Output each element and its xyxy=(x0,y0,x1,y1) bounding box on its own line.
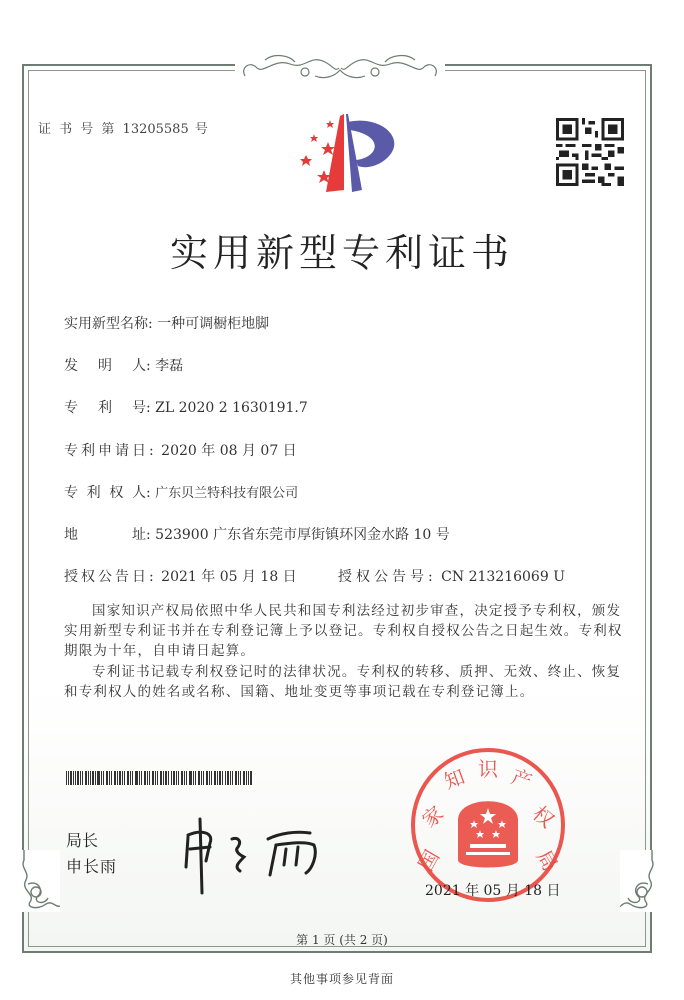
label-char: 利 xyxy=(86,485,101,501)
label-char: 发 xyxy=(64,358,78,374)
field-label xyxy=(64,397,146,417)
certificate-title: 实用新型专利证书 xyxy=(169,231,514,275)
label-char: 利 xyxy=(98,400,112,416)
field-label: 授权公告日: xyxy=(64,569,157,585)
field-label: 专利申请日: xyxy=(64,443,157,459)
label-char: 地 xyxy=(64,527,78,543)
field-value: 广东贝兰特科技有限公司 xyxy=(155,486,299,501)
label-char: 明 xyxy=(98,358,112,374)
label-colon: : xyxy=(146,527,151,543)
label-colon: : xyxy=(146,485,151,501)
field-grant-announcement-date xyxy=(64,566,297,586)
cnipa-logo-icon xyxy=(282,112,412,196)
field-label: 实用新型名称: xyxy=(64,316,153,332)
body-paragraph: 国家知识产权局依照中华人民共和国专利法经过初步审查，决定授予专利权，颁发实用新型专利证书并在专利登记簿上予以登记。专利权自授权公告之日起生效。专利权期限为十年，自申请日起算。 xyxy=(64,603,623,659)
field-value: ZL 2020 2 1630191.7 xyxy=(155,400,308,416)
back-note: 其他事项参见背面 xyxy=(289,972,394,986)
body-paragraph: 专利证书记载专利权登记时的法律状况。专利权的转移、质押、无效、终止、恢复和专利权人的姓名或名称、国籍、地址变更等事项记载在专利登记簿上。 xyxy=(64,664,622,700)
field-grant-announcement-number xyxy=(338,566,565,586)
field-value: 一种可调橱柜地脚 xyxy=(157,316,270,332)
field-patent-number xyxy=(64,397,308,417)
signatory-title: 局长 xyxy=(66,831,99,850)
signatory-name: 申长雨 xyxy=(66,857,118,876)
svg-text:权: 权 xyxy=(527,801,559,833)
svg-text:局: 局 xyxy=(531,845,563,876)
label-char: 址 xyxy=(132,527,146,543)
svg-text:家: 家 xyxy=(417,801,449,833)
field-utility-model-name xyxy=(64,313,269,333)
certificate-number-prefix: 证 书 号 第 xyxy=(38,122,117,137)
label-char: 专 xyxy=(64,485,78,501)
label-colon: : xyxy=(146,358,151,374)
field-label xyxy=(64,355,146,375)
field-value: 2020 年 08 月 07 日 xyxy=(161,443,297,459)
label-char: 专 xyxy=(64,400,78,416)
signature-icon xyxy=(180,815,340,895)
corner-ornament-icon xyxy=(16,850,60,912)
qr-code-icon xyxy=(554,118,626,186)
field-value: CN 213216069 U xyxy=(441,569,565,585)
label-char: 人 xyxy=(132,358,146,374)
certificate-number-value: 13205585 xyxy=(122,122,189,137)
certificate-number-suffix: 号 xyxy=(194,122,210,137)
field-application-date xyxy=(64,440,297,460)
field-label: 授权公告号: xyxy=(338,569,437,585)
certificate-number xyxy=(38,118,210,137)
field-value: 523900 广东省东莞市厚街镇环冈金水路 10 号 xyxy=(155,527,450,543)
label-char: 号 xyxy=(132,400,146,416)
svg-text:产: 产 xyxy=(508,764,536,794)
field-value: 李磊 xyxy=(155,358,184,374)
page-number: 第 1 页 (共 2 页) xyxy=(296,933,388,947)
field-label xyxy=(64,482,146,502)
corner-ornament-icon xyxy=(620,850,664,912)
barcode-icon xyxy=(66,771,252,785)
top-ornament-icon xyxy=(235,48,445,84)
field-inventor xyxy=(64,355,183,375)
label-char: 人 xyxy=(131,485,146,501)
svg-text:国: 国 xyxy=(413,845,445,876)
label-char: 权 xyxy=(109,485,124,501)
svg-text:识: 识 xyxy=(478,757,498,781)
seal-date: 2021 年 05 月 18 日 xyxy=(425,883,561,899)
field-value: 2021 年 05 月 18 日 xyxy=(161,569,297,585)
field-address xyxy=(64,524,450,544)
svg-text:知: 知 xyxy=(440,764,468,794)
field-label xyxy=(64,524,146,544)
field-patentee xyxy=(64,482,298,502)
label-colon: : xyxy=(146,400,151,416)
